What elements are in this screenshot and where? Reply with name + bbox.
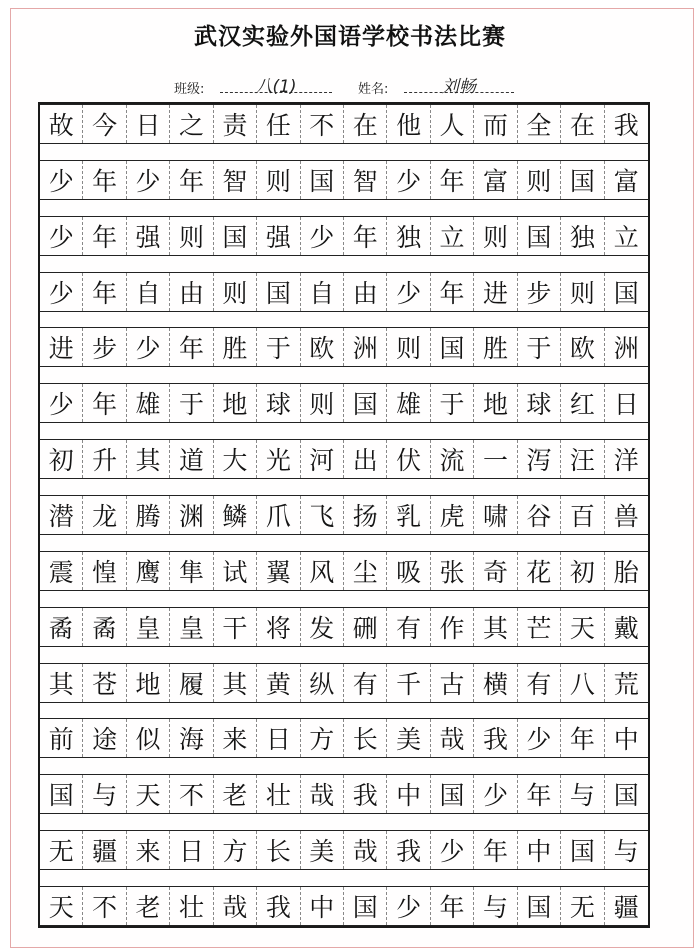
grid-cell: 红 <box>561 384 604 422</box>
grid-cell: 千 <box>387 664 430 702</box>
grid-cell: 壮 <box>170 887 213 925</box>
grid-cell: 地 <box>474 384 517 422</box>
grid-cell: 隼 <box>170 552 213 590</box>
grid-cell: 扬 <box>344 496 387 534</box>
grid-cell: 自 <box>127 273 170 311</box>
grid-cell: 吸 <box>387 552 430 590</box>
grid-cell: 步 <box>83 328 126 366</box>
grid-cell: 初 <box>40 440 83 478</box>
grid-cell: 不 <box>170 775 213 813</box>
grid-cell: 将 <box>257 608 300 646</box>
grid-cell: 少 <box>301 217 344 255</box>
grid-cell: 天 <box>127 775 170 813</box>
grid-cell: 有 <box>387 608 430 646</box>
grid-row <box>40 607 648 647</box>
grid-cell: 老 <box>214 775 257 813</box>
grid-row <box>40 272 648 312</box>
grid-cell: 作 <box>431 608 474 646</box>
name-label: 姓名: <box>358 82 389 97</box>
grid-cell: 皇 <box>127 608 170 646</box>
grid-cell: 年 <box>431 887 474 925</box>
grid-cell: 在 <box>344 105 387 143</box>
grid-row <box>40 216 648 256</box>
grid-row <box>40 327 648 367</box>
grid-cell: 与 <box>561 775 604 813</box>
grid-cell: 年 <box>170 161 213 199</box>
grid-cell: 进 <box>474 273 517 311</box>
grid-cell: 其 <box>127 440 170 478</box>
grid-row <box>40 774 648 814</box>
grid-cell: 雄 <box>127 384 170 422</box>
grid-cell: 日 <box>257 719 300 757</box>
grid-cell: 国 <box>344 887 387 925</box>
grid-cell: 强 <box>257 217 300 255</box>
grid-cell: 年 <box>518 775 561 813</box>
grid-cell: 矞 <box>40 608 83 646</box>
grid-cell: 来 <box>214 719 257 757</box>
grid-cell: 汪 <box>561 440 604 478</box>
grid-cell: 黄 <box>257 664 300 702</box>
grid-cell: 国 <box>561 161 604 199</box>
class-label: 班级: <box>174 82 205 97</box>
grid-cell: 发 <box>301 608 344 646</box>
grid-cell: 少 <box>387 161 430 199</box>
grid-cell: 不 <box>301 105 344 143</box>
grid-cell: 河 <box>301 440 344 478</box>
grid-cell: 天 <box>561 608 604 646</box>
grid-cell: 全 <box>518 105 561 143</box>
grid-cell: 少 <box>40 161 83 199</box>
grid-cell: 少 <box>387 273 430 311</box>
grid-cell: 干 <box>214 608 257 646</box>
grid-cell: 皇 <box>170 608 213 646</box>
grid-cell: 欧 <box>301 328 344 366</box>
grid-cell: 立 <box>431 217 474 255</box>
grid-cell: 出 <box>344 440 387 478</box>
grid-cell: 由 <box>170 273 213 311</box>
grid-cell: 流 <box>431 440 474 478</box>
grid-cell: 长 <box>344 719 387 757</box>
grid-cell: 前 <box>40 719 83 757</box>
grid-cell: 泻 <box>518 440 561 478</box>
grid-cell: 荒 <box>613 669 639 699</box>
grid-cell: 壮 <box>257 775 300 813</box>
grid-cell: 百 <box>561 496 604 534</box>
grid-cell: 国 <box>40 775 83 813</box>
grid-cell: 国 <box>214 217 257 255</box>
grid-cell: 矞 <box>83 608 126 646</box>
grid-cell: 哉 <box>214 887 257 925</box>
grid-cell: 疆 <box>83 831 126 869</box>
grid-row <box>40 663 648 703</box>
grid-cell: 我 <box>257 887 300 925</box>
grid-cell: 球 <box>518 384 561 422</box>
grid-cell: 似 <box>127 719 170 757</box>
grid-cell: 年 <box>431 273 474 311</box>
grid-cell: 则 <box>474 217 517 255</box>
grid-cell: 道 <box>170 440 213 478</box>
grid-cell: 年 <box>170 328 213 366</box>
grid-cell: 我 <box>474 719 517 757</box>
grid-cell: 国 <box>344 384 387 422</box>
grid-cell: 腾 <box>127 496 170 534</box>
grid-cell: 进 <box>40 328 83 366</box>
grid-cell: 我 <box>344 775 387 813</box>
name-value: 刘畅 <box>404 72 514 93</box>
grid-cell: 国 <box>431 775 474 813</box>
grid-cell: 于 <box>518 328 561 366</box>
grid-cell: 年 <box>83 273 126 311</box>
grid-cell: 潜 <box>40 496 83 534</box>
grid-cell: 不 <box>83 887 126 925</box>
grid-cell: 芒 <box>518 608 561 646</box>
grid-cell: 球 <box>257 384 300 422</box>
grid-cell: 龙 <box>83 496 126 534</box>
grid-cell: 伏 <box>387 440 430 478</box>
grid-cell: 胜 <box>474 328 517 366</box>
grid-cell: 来 <box>127 831 170 869</box>
grid-cell: 年 <box>561 719 604 757</box>
grid-cell: 与 <box>474 887 517 925</box>
grid-cell: 在 <box>561 105 604 143</box>
grid-cell: 人 <box>431 105 474 143</box>
grid-cell: 硎 <box>344 608 387 646</box>
grid-cell: 则 <box>387 328 430 366</box>
grid-cell: 履 <box>170 664 213 702</box>
grid-row <box>40 830 648 870</box>
grid-row <box>40 383 648 423</box>
grid-cell: 任 <box>257 105 300 143</box>
grid-row <box>40 160 648 200</box>
grid-cell: 洲 <box>613 334 639 364</box>
grid-cell: 则 <box>561 273 604 311</box>
grid-cell: 天 <box>40 887 83 925</box>
grid-row <box>40 439 648 479</box>
grid-cell: 鳞 <box>214 496 257 534</box>
grid-cell: 横 <box>474 664 517 702</box>
grid-cell: 海 <box>170 719 213 757</box>
grid-row <box>40 886 648 926</box>
grid-cell: 则 <box>518 161 561 199</box>
grid-cell: 年 <box>83 384 126 422</box>
grid-cell: 尘 <box>344 552 387 590</box>
grid-cell: 年 <box>431 161 474 199</box>
grid-cell: 风 <box>301 552 344 590</box>
grid-cell: 独 <box>561 217 604 255</box>
grid-cell: 有 <box>344 664 387 702</box>
grid-cell: 方 <box>301 719 344 757</box>
grid-cell: 中 <box>301 887 344 925</box>
grid-cell: 国 <box>431 328 474 366</box>
grid-cell: 国 <box>518 887 561 925</box>
grid-cell: 美 <box>387 719 430 757</box>
grid-cell: 其 <box>474 608 517 646</box>
grid-cell: 中 <box>613 725 639 755</box>
grid-cell: 少 <box>474 775 517 813</box>
grid-cell: 一 <box>474 440 517 478</box>
grid-cell: 地 <box>214 384 257 422</box>
grid-cell: 光 <box>257 440 300 478</box>
grid-cell: 无 <box>40 831 83 869</box>
grid-cell: 地 <box>127 664 170 702</box>
grid-cell: 古 <box>431 664 474 702</box>
grid-cell: 升 <box>83 440 126 478</box>
grid-cell: 智 <box>214 161 257 199</box>
grid-cell: 日 <box>170 831 213 869</box>
grid-cell: 虎 <box>431 496 474 534</box>
grid-cell: 震 <box>40 552 83 590</box>
grid-cell: 试 <box>214 552 257 590</box>
grid-cell: 富 <box>613 166 639 196</box>
grid-cell: 之 <box>170 105 213 143</box>
grid-cell: 美 <box>301 831 344 869</box>
grid-cell: 胎 <box>613 557 639 587</box>
grid-cell: 其 <box>40 664 83 702</box>
grid-cell: 中 <box>518 831 561 869</box>
grid-cell: 今 <box>83 105 126 143</box>
grid-cell: 纵 <box>301 664 344 702</box>
grid-cell: 自 <box>301 273 344 311</box>
grid-cell: 少 <box>127 328 170 366</box>
grid-cell: 雄 <box>387 384 430 422</box>
grid-cell: 啸 <box>474 496 517 534</box>
grid-cell: 独 <box>387 217 430 255</box>
grid-cell: 年 <box>83 161 126 199</box>
grid-cell: 少 <box>40 273 83 311</box>
grid-cell: 于 <box>431 384 474 422</box>
grid-cell: 方 <box>214 831 257 869</box>
grid-cell: 中 <box>387 775 430 813</box>
grid-cell: 谷 <box>518 496 561 534</box>
grid-cell: 我 <box>613 111 639 140</box>
grid-cell: 少 <box>387 887 430 925</box>
grid-cell: 兽 <box>613 502 639 531</box>
grid-row <box>40 495 648 535</box>
grid-cell: 哉 <box>344 831 387 869</box>
grid-cell: 日 <box>613 390 639 420</box>
grid-cell: 年 <box>344 217 387 255</box>
grid-cell: 老 <box>127 887 170 925</box>
grid-cell: 国 <box>301 161 344 199</box>
grid-cell: 翼 <box>257 552 300 590</box>
grid-row <box>40 718 648 758</box>
grid-cell: 有 <box>518 664 561 702</box>
grid-cell: 八 <box>561 664 604 702</box>
grid-cell: 惶 <box>83 552 126 590</box>
grid-cell: 奇 <box>474 552 517 590</box>
grid-cell: 国 <box>257 273 300 311</box>
grid-cell: 日 <box>127 105 170 143</box>
grid-cell: 飞 <box>301 496 344 534</box>
grid-cell: 立 <box>613 222 639 252</box>
grid-cell: 爪 <box>257 496 300 534</box>
grid-cell: 其 <box>214 664 257 702</box>
grid-cell: 渊 <box>170 496 213 534</box>
grid-cell: 途 <box>83 719 126 757</box>
grid-cell: 我 <box>387 831 430 869</box>
grid-cell: 国 <box>561 831 604 869</box>
grid-cell: 则 <box>170 217 213 255</box>
grid-cell: 大 <box>214 440 257 478</box>
grid-cell: 少 <box>518 719 561 757</box>
grid-cell: 责 <box>214 105 257 143</box>
grid-cell: 强 <box>127 217 170 255</box>
grid-cell: 疆 <box>613 893 639 922</box>
grid-cell: 则 <box>301 384 344 422</box>
grid-cell: 胜 <box>214 328 257 366</box>
grid-cell: 故 <box>40 105 83 143</box>
grid-cell: 则 <box>214 273 257 311</box>
class-value: 八(1) <box>220 72 332 93</box>
grid-cell: 张 <box>431 552 474 590</box>
grid-cell: 则 <box>257 161 300 199</box>
grid-cell: 于 <box>257 328 300 366</box>
character-grid <box>38 102 650 928</box>
grid-cell: 他 <box>387 105 430 143</box>
grid-cell: 乳 <box>387 496 430 534</box>
grid-cell: 少 <box>40 217 83 255</box>
grid-cell: 洲 <box>344 328 387 366</box>
grid-cell: 少 <box>431 831 474 869</box>
grid-cell: 与 <box>83 775 126 813</box>
grid-cell: 年 <box>83 217 126 255</box>
grid-cell: 与 <box>613 837 639 867</box>
grid-cell: 国 <box>613 278 639 308</box>
grid-cell: 少 <box>127 161 170 199</box>
grid-row <box>40 551 648 591</box>
grid-cell: 欧 <box>561 328 604 366</box>
grid-cell: 由 <box>344 273 387 311</box>
grid-row <box>40 104 648 144</box>
grid-cell: 戴 <box>613 613 639 643</box>
grid-cell: 步 <box>518 273 561 311</box>
grid-cell: 于 <box>170 384 213 422</box>
grid-cell: 而 <box>474 105 517 143</box>
grid-cell: 国 <box>613 781 639 811</box>
grid-cell: 智 <box>344 161 387 199</box>
grid-cell: 花 <box>518 552 561 590</box>
grid-cell: 哉 <box>301 775 344 813</box>
grid-cell: 苍 <box>83 664 126 702</box>
grid-cell: 哉 <box>431 719 474 757</box>
grid-cell: 长 <box>257 831 300 869</box>
grid-cell: 无 <box>561 887 604 925</box>
grid-cell: 洋 <box>613 446 639 476</box>
grid-cell: 国 <box>518 217 561 255</box>
grid-cell: 富 <box>474 161 517 199</box>
grid-cell: 年 <box>474 831 517 869</box>
grid-cell: 少 <box>40 384 83 422</box>
grid-cell: 鹰 <box>127 552 170 590</box>
page-title: 武汉实验外国语学校书法比赛 <box>194 23 506 50</box>
header-fields <box>0 72 700 98</box>
grid-cell: 初 <box>561 552 604 590</box>
